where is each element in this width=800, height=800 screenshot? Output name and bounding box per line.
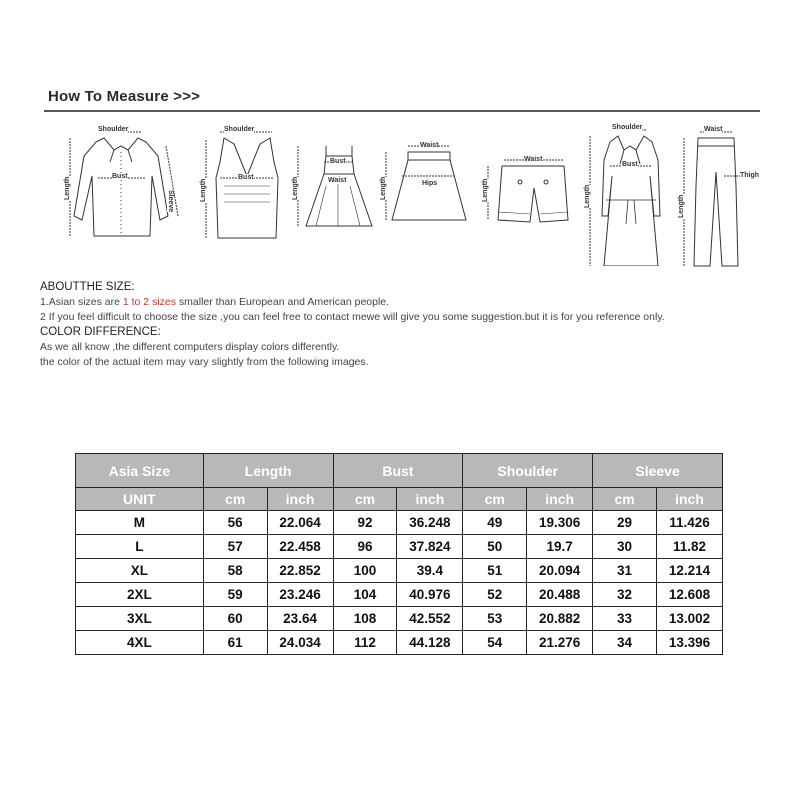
coat-icon: [580, 116, 680, 266]
unit-cell: inch: [397, 488, 463, 511]
table-cell: 20.094: [527, 559, 593, 583]
table-cell: 22.852: [267, 559, 333, 583]
coat-length-label: Length: [584, 184, 591, 208]
unit-cell: cm: [593, 488, 657, 511]
page-title: How To Measure >>>: [48, 88, 201, 105]
color-note-1: As we all know ,the different computers display colors differently.: [40, 341, 340, 353]
table-cell: 32: [593, 583, 657, 607]
table-cell: 112: [333, 631, 397, 655]
table-cell: 19.306: [527, 511, 593, 535]
coat-bust-label: Bust: [622, 161, 638, 168]
table-cell: 20.882: [527, 607, 593, 631]
shorts-icon: [476, 116, 586, 246]
table-cell: 12.608: [657, 583, 723, 607]
table-cell: 11.426: [657, 511, 723, 535]
table-cell: 22.064: [267, 511, 333, 535]
table-cell: 92: [333, 511, 397, 535]
skirt-waist-label: Waist: [420, 142, 439, 149]
pants-waist-label: Waist: [704, 126, 723, 133]
tank-bust-label: Bust: [238, 174, 254, 181]
size-label-cell: 3XL: [76, 607, 204, 631]
skirt-icon: [376, 116, 476, 246]
about-size-title: ABOUTTHE SIZE:: [40, 281, 135, 293]
header-length: Length: [203, 454, 333, 488]
table-cell: 60: [203, 607, 267, 631]
size-note-1: [40, 295, 665, 310]
table-cell: 58: [203, 559, 267, 583]
table-row: [76, 535, 723, 559]
dress-icon: [286, 116, 386, 246]
size-label-cell: M: [76, 511, 204, 535]
pants-icon: [674, 116, 764, 276]
title-divider: [44, 110, 760, 112]
unit-cell: cm: [203, 488, 267, 511]
dress-bust-label: Bust: [330, 158, 346, 165]
table-cell: 40.976: [397, 583, 463, 607]
unit-cell: cm: [333, 488, 397, 511]
unit-label: UNIT: [76, 488, 204, 511]
table-row: [76, 511, 723, 535]
size-label-cell: 4XL: [76, 631, 204, 655]
table-unit-row: [76, 488, 723, 511]
table-row: [76, 559, 723, 583]
table-cell: 31: [593, 559, 657, 583]
header-shoulder: Shoulder: [463, 454, 593, 488]
table-cell: 24.034: [267, 631, 333, 655]
size-label-cell: L: [76, 535, 204, 559]
tank-length-label: Length: [200, 178, 207, 202]
size-note-1-post: smaller than European and American people.: [176, 296, 390, 308]
table-cell: 39.4: [397, 559, 463, 583]
size-note-1-pre: 1.Asian sizes are: [40, 296, 123, 308]
table-cell: 57: [203, 535, 267, 559]
table-cell: 100: [333, 559, 397, 583]
table-cell: 13.002: [657, 607, 723, 631]
table-cell: 52: [463, 583, 527, 607]
table-row: [76, 583, 723, 607]
header-sleeve: Sleeve: [593, 454, 723, 488]
shorts-waist-label: Waist: [524, 156, 543, 163]
table-cell: 23.64: [267, 607, 333, 631]
table-cell: 12.214: [657, 559, 723, 583]
shirt-icon: [54, 116, 184, 246]
table-cell: 50: [463, 535, 527, 559]
size-label-cell: XL: [76, 559, 204, 583]
size-note-1-highlight: 1 to 2 sizes: [122, 296, 176, 308]
table-cell: 104: [333, 583, 397, 607]
unit-cell: inch: [527, 488, 593, 511]
table-cell: 21.276: [527, 631, 593, 655]
unit-cell: inch: [267, 488, 333, 511]
table-cell: 20.488: [527, 583, 593, 607]
pants-thigh-label: Thigh: [740, 172, 760, 179]
color-note-2: the color of the actual item may vary slightly from the following images.: [40, 356, 369, 368]
dress-length-label: Length: [292, 176, 299, 200]
table-cell: 29: [593, 511, 657, 535]
table-cell: 11.82: [657, 535, 723, 559]
pants-length-label: Length: [678, 194, 685, 218]
table-row: [76, 631, 723, 655]
table-cell: 54: [463, 631, 527, 655]
size-info: [40, 280, 665, 370]
table-cell: 108: [333, 607, 397, 631]
unit-cell: cm: [463, 488, 527, 511]
table-cell: 13.396: [657, 631, 723, 655]
table-cell: 33: [593, 607, 657, 631]
shirt-bust-label: Bust: [112, 173, 128, 180]
size-note-2: 2 If you feel difficult to choose the size ,you can feel free to contact mewe will give you some suggestion.but it is for you reference only.: [40, 311, 665, 323]
shirt-shoulder-label: Shoulder: [98, 126, 129, 133]
table-body: [76, 511, 723, 655]
coat-shoulder-label: Shoulder: [612, 124, 643, 131]
table-cell: 30: [593, 535, 657, 559]
table-cell: 61: [203, 631, 267, 655]
color-difference-title: COLOR DIFFERENCE:: [40, 326, 161, 338]
table-cell: 51: [463, 559, 527, 583]
skirt-hips-label: Hips: [422, 180, 438, 187]
table-cell: 59: [203, 583, 267, 607]
table-cell: 96: [333, 535, 397, 559]
header-bust: Bust: [333, 454, 463, 488]
table-header-groups: [76, 454, 723, 488]
table-cell: 36.248: [397, 511, 463, 535]
skirt-length-label: Length: [380, 176, 387, 200]
unit-cell: inch: [657, 488, 723, 511]
table-cell: 56: [203, 511, 267, 535]
table-cell: 22.458: [267, 535, 333, 559]
dress-waist-label: Waist: [328, 177, 347, 184]
table-cell: 23.246: [267, 583, 333, 607]
size-chart-table: [75, 453, 723, 655]
garment-figures: [40, 116, 760, 276]
size-label-cell: 2XL: [76, 583, 204, 607]
table-cell: 34: [593, 631, 657, 655]
table-cell: 49: [463, 511, 527, 535]
table-cell: 37.824: [397, 535, 463, 559]
table-row: [76, 607, 723, 631]
shorts-length-label: Length: [482, 178, 489, 202]
shirt-sleeve-label: Sleeve: [167, 190, 174, 213]
table-cell: 44.128: [397, 631, 463, 655]
tank-shoulder-label: Shoulder: [224, 126, 255, 133]
tank-top-icon: [190, 116, 300, 246]
table-cell: 53: [463, 607, 527, 631]
header-asia-size: Asia Size: [76, 454, 204, 488]
table-cell: 19.7: [527, 535, 593, 559]
table-cell: 42.552: [397, 607, 463, 631]
shirt-length-label: Length: [64, 176, 71, 200]
